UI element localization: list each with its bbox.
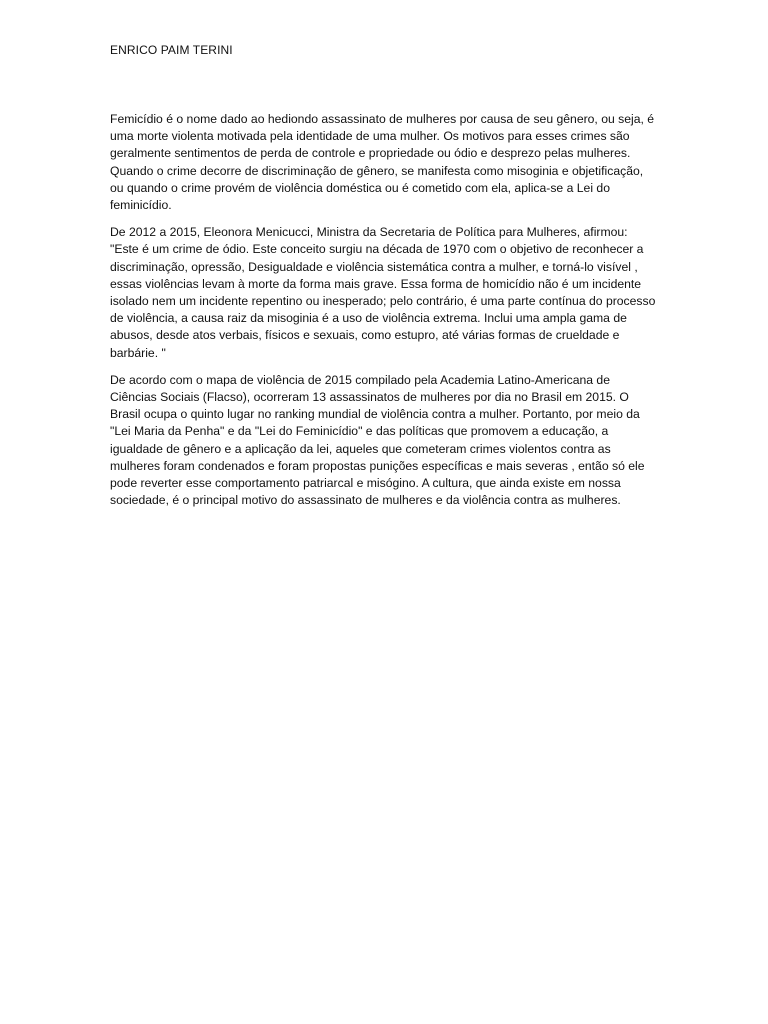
paragraph-1: Femicídio é o nome dado ao hediondo assassinato de mulheres por causa de seu gênero, ou seja, é uma morte violenta motivada pela identidade de uma mulher. Os motivos para esses crimes são geralmente sentimentos de perda de controle e propriedade ou ódio e desprezo pelas mulheres. Quando o crime decorre de discriminação de gênero, se manifesta como misoginia e objetificação, ou quando o crime provém de violência doméstica ou é cometido com ela, aplica-se a Lei do feminicídio. — [110, 112, 655, 213]
document-body — [110, 111, 658, 519]
paragraph-2: De 2012 a 2015, Eleonora Menicucci, Ministra da Secretaria de Política para Mulheres, afirmou: "Este é um crime de ódio. Este conceito surgiu na década de 1970 com o objetivo de reconhecer a discriminação, opressão, Desigualdade e violência sistemática contra a mulher, e torná-lo visível , essas violências levam à morte da forma mais grave. Essa forma de homicídio não é um incidente isolado nem um incidente repentino ou inesperado; pelo contrário, é uma parte contínua do processo de violência, a causa raiz da misoginia é a uso de violência extrema. Inclui uma ampla gama de abusos, desde atos verbais, físicos e sexuais, como estupro, até várias formas de crueldade e barbárie. " — [110, 225, 656, 360]
paragraph-3: De acordo com o mapa de violência de 2015 compilado pela Academia Latino-Americana de Ciências Sociais (Flacso), ocorreram 13 assassinatos de mulheres por dia no Brasil em 2015. O Brasil ocupa o quinto lugar no ranking mundial de violência contra a mulher. Portanto, por meio da "Lei Maria da Penha" e da "Lei do Feminicídio" e das políticas que promovem a educação, a igualdade de gênero e a aplicação da lei, aqueles que cometeram crimes violentos contra as mulheres foram condenados e foram propostas punições específicas e mais severas , então só ele pode reverter esse comportamento patriarcal e misógino. A cultura, que ainda existe em nossa sociedade, é o principal motivo do assassinato de mulheres e da violência contra as mulheres. — [110, 372, 645, 508]
author-name: ENRICO PAIM TERINI — [110, 43, 233, 57]
